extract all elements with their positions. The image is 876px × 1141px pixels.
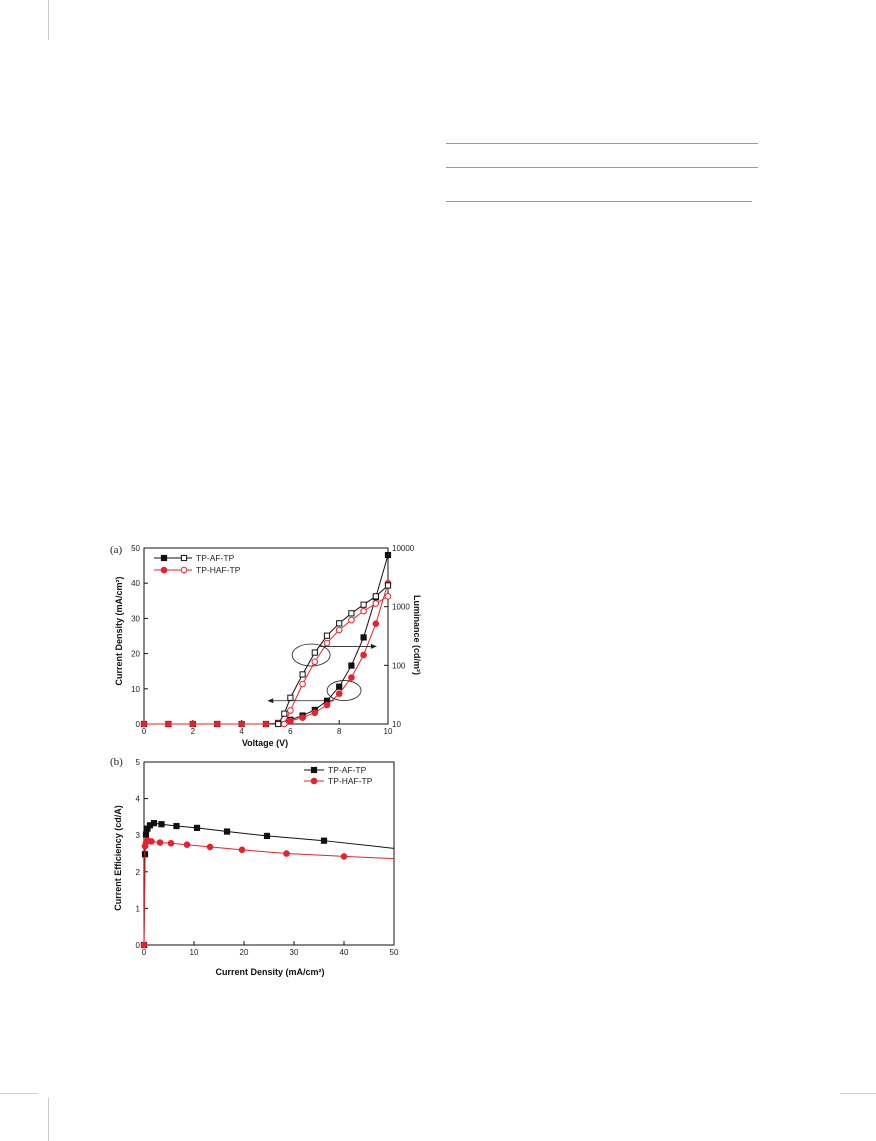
- x-tick-label-a: 6: [288, 727, 293, 736]
- data-point-b-0: [224, 829, 229, 834]
- data-point-b-0: [151, 821, 156, 826]
- data-point-b-1: [284, 851, 290, 857]
- y-tick-label-b: 4: [135, 794, 140, 804]
- y-tick-label-b: 3: [135, 831, 140, 841]
- x-tick-label-a: 10: [383, 727, 393, 736]
- plot-frame-a: [144, 548, 388, 724]
- series-line-a-1: [144, 583, 388, 724]
- series-line-b-0: [144, 823, 394, 945]
- data-point-b-0: [174, 823, 179, 828]
- y-tick-label-b: 0: [135, 941, 140, 950]
- left-gutter-line-bottom: [48, 1098, 49, 1141]
- x-tick-label-b: 0: [141, 948, 147, 957]
- data-point-a-2: [373, 594, 378, 599]
- data-point-a-1: [190, 721, 196, 727]
- x-tick-label-a: 8: [336, 727, 342, 736]
- series-group-a: [141, 552, 391, 726]
- legend-marker-b: [311, 767, 316, 772]
- y-left-tick-label-a: 50: [131, 544, 140, 553]
- footer-rule-left: [0, 1093, 38, 1094]
- chart-b: [108, 752, 428, 978]
- legend-marker-a: [161, 555, 166, 560]
- series-group-b: [141, 821, 394, 948]
- y-right-tick-label-a: 10000: [392, 544, 415, 553]
- y-right-tick-label-a: 1000: [392, 602, 410, 612]
- y-left-tick-label-a: 40: [131, 579, 140, 589]
- data-point-a-1: [141, 721, 147, 727]
- data-point-a-1: [361, 652, 367, 658]
- x-tick-label-b: 10: [189, 948, 199, 957]
- x-tick-label-a: 4: [239, 727, 244, 736]
- y-axis-right-title-a: Luminance (cd/m²): [412, 594, 422, 676]
- y-axis-title-b: Current Efficiency (cd/A): [113, 805, 123, 911]
- data-point-b-0: [321, 838, 326, 843]
- x-tick-label-b: 50: [389, 948, 399, 957]
- y-left-tick-label-a: 30: [131, 614, 140, 624]
- series-line-b-1: [144, 841, 394, 945]
- x-axis-title-a: Voltage (V): [241, 738, 289, 748]
- data-point-a-3: [300, 681, 306, 687]
- x-tick-label-a: 0: [141, 727, 147, 736]
- data-point-a-2: [337, 621, 342, 626]
- y-right-tick-label-a: 10: [392, 720, 401, 729]
- data-point-a-0: [337, 684, 342, 689]
- y-tick-label-b: 5: [135, 758, 140, 767]
- x-tick-label-b: 20: [239, 948, 249, 957]
- data-point-a-2: [349, 611, 354, 616]
- data-point-a-3: [361, 608, 367, 614]
- table-rule-bottom: [446, 201, 752, 202]
- y-axis-left-title-a: Current Density (mA/cm²): [114, 576, 124, 686]
- data-point-a-3: [385, 594, 391, 600]
- data-point-a-3: [324, 640, 330, 646]
- table-rule-top: [446, 143, 758, 144]
- plot-frame-b: [144, 762, 394, 945]
- y-tick-label-b: 1: [135, 904, 140, 914]
- y-tick-label-b: 2: [135, 867, 140, 877]
- legend-marker-b: [311, 778, 317, 784]
- data-point-a-2: [324, 633, 329, 638]
- footer-rule-right: [840, 1093, 876, 1094]
- data-point-a-3: [336, 627, 342, 633]
- data-point-a-1: [214, 721, 220, 727]
- legend-label-a: TP-AF-TP: [196, 553, 235, 563]
- legend-b: [304, 765, 373, 786]
- data-point-b-1: [341, 854, 347, 860]
- x-tick-label-b: 30: [289, 948, 299, 957]
- data-point-a-2: [288, 695, 293, 700]
- data-point-a-1: [349, 675, 355, 681]
- arrowhead-right: [371, 644, 377, 649]
- luminance-group-ellipse: [292, 644, 330, 666]
- legend-label-b: TP-AF-TP: [328, 765, 367, 775]
- data-point-a-3: [349, 617, 355, 623]
- x-tick-label-a: 2: [190, 727, 196, 736]
- data-point-b-0: [194, 825, 199, 830]
- panel-label-a: (a): [110, 544, 123, 556]
- arrowhead-left: [267, 698, 273, 703]
- plot-area-a: [144, 548, 388, 724]
- data-point-b-1: [141, 942, 147, 948]
- chart-a: [108, 538, 428, 750]
- plot-area-b: [144, 762, 394, 945]
- data-point-a-2: [312, 650, 317, 655]
- legend-label-b: TP-HAF-TP: [328, 776, 373, 786]
- series-line-a-0: [144, 555, 388, 724]
- legend-marker-a: [181, 567, 187, 573]
- data-point-a-0: [349, 663, 354, 668]
- annotations-a: [267, 644, 377, 703]
- series-line-a-3: [284, 596, 388, 724]
- legend-marker-a: [181, 555, 186, 560]
- data-point-a-1: [300, 715, 306, 721]
- data-point-a-3: [282, 721, 288, 727]
- axis-ticks-a: [131, 544, 415, 736]
- data-point-b-1: [168, 840, 174, 846]
- data-point-b-1: [184, 842, 190, 848]
- data-point-a-1: [373, 621, 379, 627]
- y-left-tick-label-a: 20: [131, 649, 140, 659]
- left-gutter-line-top: [48, 0, 49, 40]
- data-point-b-1: [239, 847, 245, 853]
- data-point-a-0: [385, 552, 390, 557]
- legend-label-a: TP-HAF-TP: [196, 565, 241, 575]
- y-left-tick-label-a: 10: [131, 684, 140, 694]
- legend-marker-a: [161, 567, 167, 573]
- data-point-b-1: [149, 839, 155, 845]
- data-point-a-1: [239, 721, 245, 727]
- x-axis-title-b: Current Density (mA/cm²): [215, 967, 325, 977]
- data-point-a-1: [166, 721, 172, 727]
- data-point-b-0: [159, 822, 164, 827]
- data-point-b-0: [264, 833, 269, 838]
- data-point-a-2: [385, 583, 390, 588]
- data-point-a-1: [263, 721, 269, 727]
- data-point-a-2: [282, 711, 287, 716]
- x-tick-label-b: 40: [339, 948, 349, 957]
- data-point-a-1: [288, 718, 294, 724]
- legend-a: [154, 553, 241, 575]
- data-point-b-1: [207, 844, 213, 850]
- data-point-a-2: [276, 721, 281, 726]
- data-point-a-3: [312, 659, 318, 665]
- data-point-b-1: [157, 840, 163, 846]
- data-point-a-1: [324, 702, 330, 708]
- data-point-a-2: [361, 602, 366, 607]
- table-rule-middle: [446, 167, 758, 168]
- data-point-a-1: [312, 710, 318, 716]
- data-point-a-3: [373, 601, 379, 607]
- y-left-tick-label-a: 0: [135, 720, 140, 729]
- data-point-b-0: [143, 832, 148, 837]
- data-point-a-0: [361, 635, 366, 640]
- current-group-ellipse: [327, 681, 361, 701]
- data-point-a-2: [300, 672, 305, 677]
- data-point-a-3: [288, 708, 294, 714]
- panel-label-b: (b): [110, 756, 123, 768]
- data-point-a-1: [336, 691, 342, 697]
- y-right-tick-label-a: 100: [392, 661, 406, 671]
